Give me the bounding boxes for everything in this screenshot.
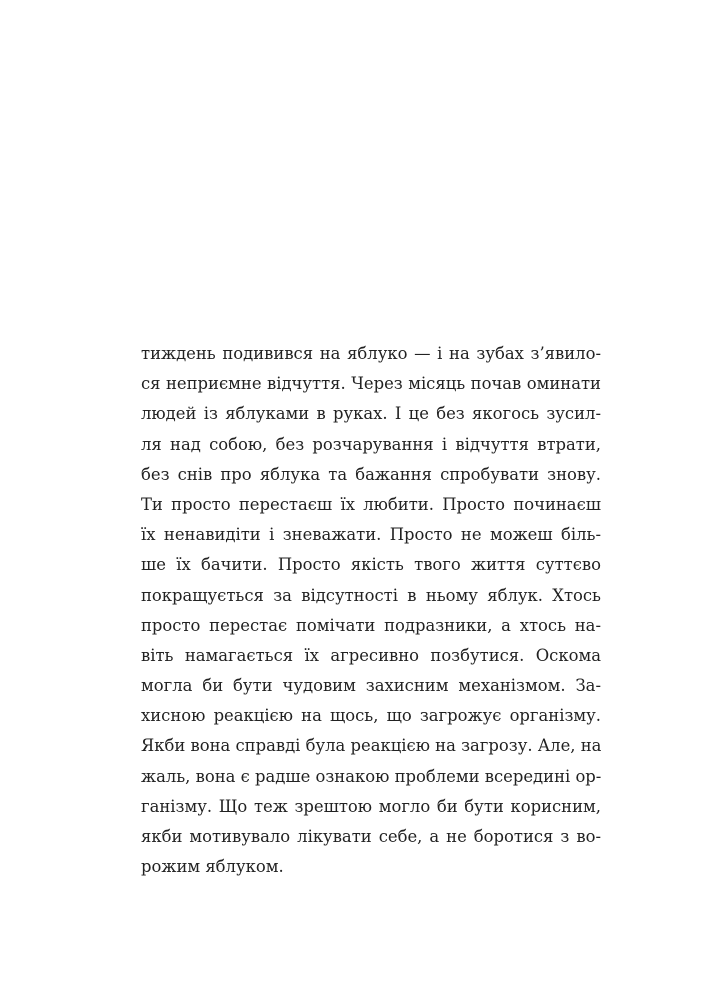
text-line: рожим яблуком. (141, 857, 284, 877)
text-line: їх ненавидіти і зневажати. Просто не можеш біль- (141, 525, 601, 545)
text-line: жаль, вона є радше ознакою проблеми всередині ор- (141, 766, 602, 786)
text-line: тиждень подивився на яблуко — і на зубах з’явило- (141, 344, 601, 363)
text-line: покращується за відсутності в ньому яблук. Хтось (141, 585, 601, 605)
text-line: могла би бути чудовим захисним механізмом. За- (141, 676, 601, 696)
text-line: ля над собою, без розчарування і відчуття втрати, (141, 434, 601, 454)
text-line: хисною реакцією на щось, що загрожує організму. (141, 706, 601, 726)
text-line: без снів про яблука та бажання спробувати знову. (141, 464, 601, 484)
text-line: Ти просто перестаєш їх любити. Просто починаєш (141, 494, 601, 514)
text-line: ганізму. Що теж зрештою могло би бути корисним, (141, 796, 601, 816)
text-line: людей із яблуками в руках. І це без якогось зусил- (141, 404, 601, 424)
text-line: ше їх бачити. Просто якість твого життя суттєво (141, 555, 601, 575)
text-line: ся неприємне відчуття. Через місяць почав оминати (141, 374, 601, 394)
text-line: просто перестає помічати подразники, а хтось на- (141, 615, 601, 635)
text-line: Якби вона справді була реакцією на загрозу. Але, на (141, 736, 602, 756)
body-text (141, 339, 601, 882)
text-line: якби мотивувало лікувати себе, а не боротися з во- (141, 827, 601, 846)
text-line: віть намагається їх агресивно позбутися. Оскома (141, 645, 601, 665)
